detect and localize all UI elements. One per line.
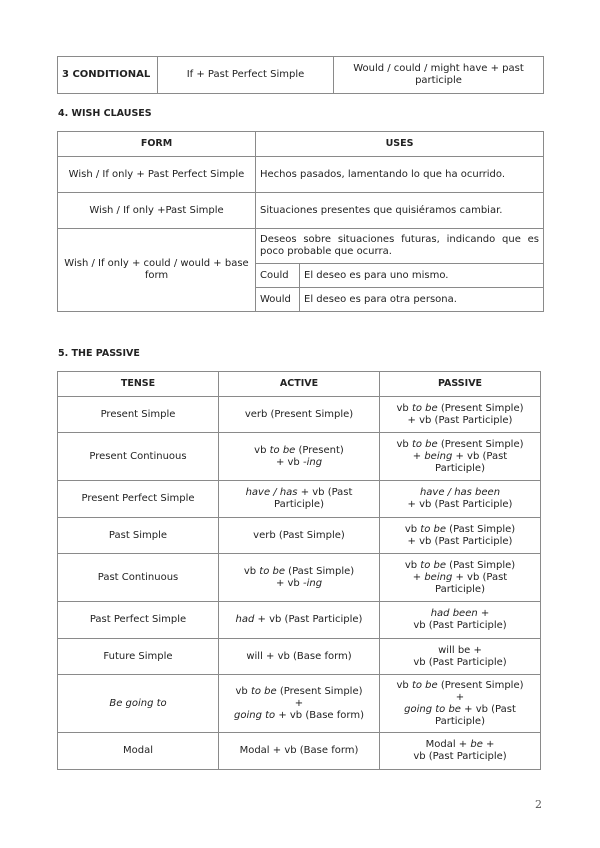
active-cell: will + vb (Base form)	[219, 639, 380, 675]
wish-modal: Could	[256, 264, 300, 288]
passive-cell: vb to be (Past Simple) + being + vb (Past Participle)	[380, 554, 541, 602]
wish-table	[57, 131, 544, 312]
tense-cell: Past Perfect Simple	[58, 602, 219, 639]
table-row	[58, 481, 541, 518]
table-header-row	[58, 372, 541, 397]
conditional-table	[57, 56, 544, 94]
table-row	[58, 193, 544, 229]
table-row	[58, 733, 541, 770]
header-tense: TENSE	[58, 372, 219, 397]
table-row	[58, 397, 541, 433]
header-uses: USES	[256, 132, 544, 157]
wish-meaning: El deseo es para uno mismo.	[300, 264, 544, 288]
passive-cell: had been + vb (Past Participle)	[380, 602, 541, 639]
wish-use: Hechos pasados, lamentando lo que ha ocurrido.	[256, 157, 544, 193]
table-row	[58, 157, 544, 193]
active-cell: verb (Present Simple)	[219, 397, 380, 433]
wish-use: Situaciones presentes que quisiéramos cambiar.	[256, 193, 544, 229]
active-cell: verb (Past Simple)	[219, 518, 380, 554]
tense-cell: Past Continuous	[58, 554, 219, 602]
active-cell: vb to be (Present) + vb -ing	[219, 433, 380, 481]
conditional-label: 3 CONDITIONAL	[58, 57, 158, 94]
active-cell: had + vb (Past Participle)	[219, 602, 380, 639]
tense-cell: Be going to	[58, 675, 219, 733]
passive-table	[57, 371, 541, 770]
table-header-row	[58, 132, 544, 157]
wish-modal: Would	[256, 288, 300, 312]
table-row	[58, 602, 541, 639]
header-passive: PASSIVE	[380, 372, 541, 397]
passive-cell: vb to be (Past Simple) + vb (Past Participle)	[380, 518, 541, 554]
conditional-form: If + Past Perfect Simple	[158, 57, 334, 94]
active-cell: vb to be (Past Simple) + vb -ing	[219, 554, 380, 602]
tense-cell: Present Perfect Simple	[58, 481, 219, 518]
table-row	[58, 57, 544, 94]
active-cell: Modal + vb (Base form)	[219, 733, 380, 770]
table-row	[58, 229, 544, 264]
section-title-passive: 5. THE PASSIVE	[58, 348, 140, 359]
wish-form: Wish / If only + could / would + base form	[58, 229, 256, 312]
passive-cell: vb to be (Present Simple) + being + vb (Past Participle)	[380, 433, 541, 481]
section-title-wish: 4. WISH CLAUSES	[58, 108, 152, 119]
passive-cell: have / has been + vb (Past Participle)	[380, 481, 541, 518]
table-row	[58, 518, 541, 554]
tense-cell: Present Simple	[58, 397, 219, 433]
page-number: 2	[535, 798, 542, 811]
tense-cell: Modal	[58, 733, 219, 770]
header-form: FORM	[58, 132, 256, 157]
wish-form: Wish / If only +Past Simple	[58, 193, 256, 229]
table-row	[58, 554, 541, 602]
table-row	[58, 675, 541, 733]
passive-cell: will be + vb (Past Participle)	[380, 639, 541, 675]
tense-cell: Present Continuous	[58, 433, 219, 481]
passive-cell: vb to be (Present Simple) + vb (Past Participle)	[380, 397, 541, 433]
tense-cell: Future Simple	[58, 639, 219, 675]
table-row	[58, 639, 541, 675]
wish-form: Wish / If only + Past Perfect Simple	[58, 157, 256, 193]
tense-cell: Past Simple	[58, 518, 219, 554]
passive-cell: vb to be (Present Simple) + going to be + vb (Past Participle)	[380, 675, 541, 733]
conditional-result: Would / could / might have + past participle	[334, 57, 544, 94]
active-cell: have / has + vb (Past Participle)	[219, 481, 380, 518]
active-cell: vb to be (Present Simple) + going to + vb (Base form)	[219, 675, 380, 733]
wish-use: Deseos sobre situaciones futuras, indicando que es poco probable que ocurra.	[256, 229, 544, 264]
passive-cell: Modal + be + vb (Past Participle)	[380, 733, 541, 770]
table-row	[58, 433, 541, 481]
header-active: ACTIVE	[219, 372, 380, 397]
wish-meaning: El deseo es para otra persona.	[300, 288, 544, 312]
